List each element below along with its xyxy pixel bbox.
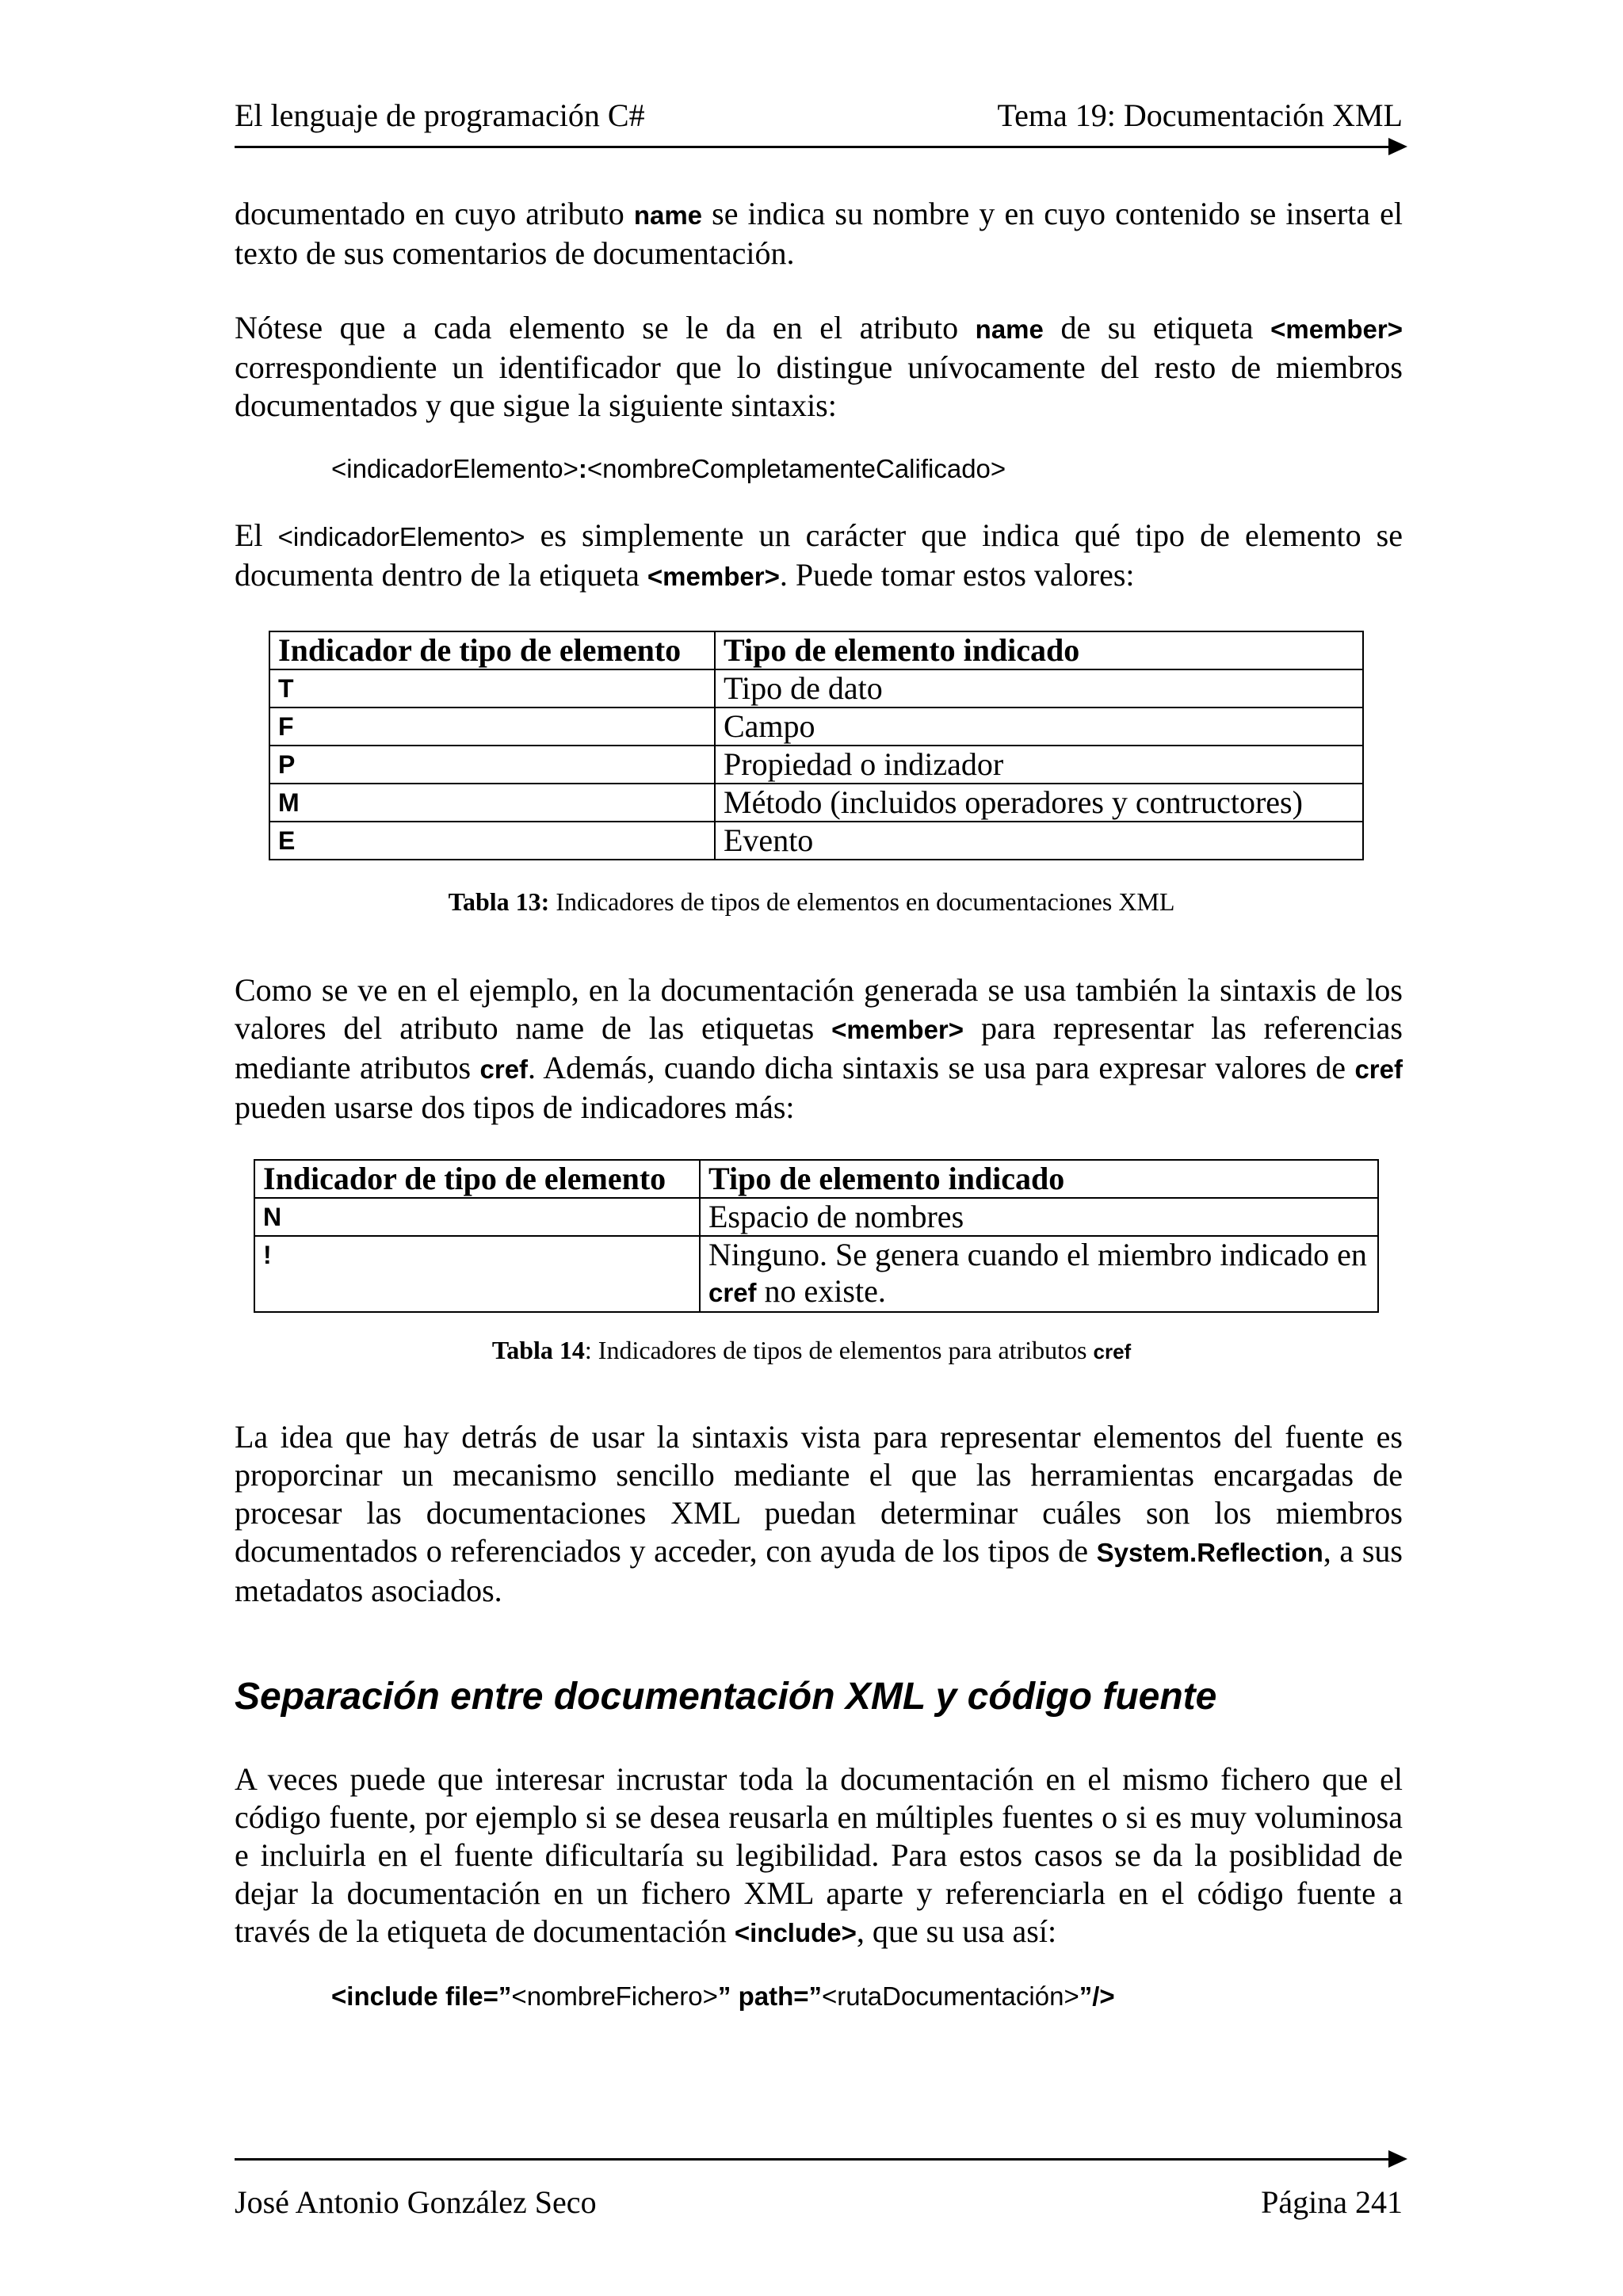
paragraph-5: La idea que hay detrás de usar la sintaxis vista para representar elementos del fuente es proporcinar un mecanismo sencillo mediante el que las herramientas encargadas de procesar las documentaciones XML puedan determinar cuáles son los miembros documentados o referenciados y acceder, con ayuda de los tipos de System.Reflection, a sus metadatos asociados. — [235, 1419, 1403, 1608]
footer-author: José Antonio González Seco — [235, 2184, 597, 2220]
column-header: Indicador de tipo de elemento — [254, 1160, 700, 1198]
page-header — [235, 93, 1403, 138]
keyword-system-reflection: System.Reflection — [1096, 1538, 1323, 1567]
table-row — [269, 707, 1363, 746]
table-row — [269, 669, 1363, 707]
indicator-cell: P — [269, 746, 715, 784]
table-header-row — [269, 631, 1363, 669]
paragraph-3: El <indicadorElemento> es simplemente un carácter que indica qué tipo de elemento se documenta dentro de la etiqueta <member>. Puede tomar estos valores: — [235, 517, 1403, 593]
keyword-name: name — [633, 200, 703, 230]
keyword-name: name — [975, 315, 1044, 344]
paragraph-1: documentado en cuyo atributo name se indica su nombre y en cuyo contenido se inserta el texto de sus comentarios de documentación. — [235, 196, 1403, 271]
page-footer — [235, 2180, 1403, 2225]
header-chapter-title: Tema 19: Documentación XML — [997, 97, 1403, 133]
keyword-cref: cref — [1093, 1340, 1132, 1363]
column-header: Indicador de tipo de elemento — [269, 631, 715, 669]
footer-rule — [235, 2158, 1392, 2161]
table-row — [254, 1198, 1378, 1236]
section-heading: Separación entre documentación XML y código fuente — [235, 1676, 1217, 1718]
description-cell: Espacio de nombres — [700, 1198, 1378, 1236]
indicator-cell: M — [269, 784, 715, 822]
keyword-cref: cref — [1354, 1055, 1403, 1084]
member-id-syntax: <indicadorElemento>:<nombreCompletamenteCalificado> — [331, 454, 1006, 483]
indicator-cell: N — [254, 1198, 700, 1236]
indicator-cell: F — [269, 707, 715, 746]
paragraph-2: Nótese que a cada elemento se le da en el atributo name de su etiqueta <member> correspondiente un identificador que lo distingue unívocamente del resto de miembros documentados y que sigue la siguiente sintaxis: — [235, 310, 1403, 423]
keyword-include: <include> — [734, 1918, 857, 1947]
keyword-cref: cref — [479, 1055, 529, 1084]
column-header: Tipo de elemento indicado — [700, 1160, 1378, 1198]
description-cell: Evento — [715, 822, 1363, 860]
keyword-member: <member> — [1270, 315, 1403, 344]
header-rule — [235, 146, 1392, 148]
indicator-cell: T — [269, 669, 715, 707]
header-arrow-icon — [1388, 138, 1407, 155]
paragraph-6: A veces puede que interesar incrustar toda la documentación en el mismo fichero que el código fuente, por ejemplo si se desea reusarla en múltiples fuentes o si es muy voluminosa e incluirla en el fuente dificultaría su legibilidad. Para estos casos se da la posiblidad de dejar la documentación en un fichero XML aparte y referenciarla en el código fuente a través de la etiqueta de documentación <include>, que su usa así: — [235, 1761, 1403, 1949]
include-tag-syntax: <include file=”<nombreFichero>” path=”<rutaDocumentación>”/> — [331, 1981, 1115, 2011]
table-14 — [254, 1159, 1379, 1313]
keyword-member: <member> — [647, 562, 780, 591]
header-book-title: El lenguaje de programación C# — [235, 97, 645, 133]
keyword-cref: cref — [708, 1278, 757, 1307]
table-row — [254, 1236, 1378, 1312]
table-13 — [269, 631, 1364, 860]
keyword-member: <member> — [831, 1015, 964, 1044]
table-header-row — [254, 1160, 1378, 1198]
table-row — [269, 822, 1363, 860]
table-row — [269, 746, 1363, 784]
indicator-cell: E — [269, 822, 715, 860]
description-cell: Propiedad o indizador — [715, 746, 1363, 784]
footer-page-number: Página 241 — [1261, 2184, 1403, 2220]
paragraph-4: Como se ve en el ejemplo, en la documentación generada se usa también la sintaxis de los valores del atributo name de las etiquetas <member> para representar las referencias mediante atributos cref. Además, cuando dicha sintaxis se usa para expresar valores de cref pueden usarse dos tipos de indicadores más: — [235, 972, 1403, 1125]
column-header: Tipo de elemento indicado — [715, 631, 1363, 669]
description-cell: Campo — [715, 707, 1363, 746]
footer-arrow-icon — [1388, 2150, 1407, 2168]
keyword-indicador: <indicadorElemento> — [277, 522, 525, 551]
description-cell: Método (incluidos operadores y contructores) — [715, 784, 1363, 822]
indicator-cell: ! — [254, 1236, 700, 1312]
table-14-caption: Tabla 14: Indicadores de tipos de elementos para atributos cref — [491, 1336, 1132, 1364]
description-cell: Tipo de dato — [715, 669, 1363, 707]
description-cell: Ninguno. Se genera cuando el miembro indicado en cref no existe. — [700, 1236, 1378, 1312]
table-13-caption: Tabla 13: Indicadores de tipos de elementos en documentaciones XML — [448, 887, 1175, 916]
table-row — [269, 784, 1363, 822]
